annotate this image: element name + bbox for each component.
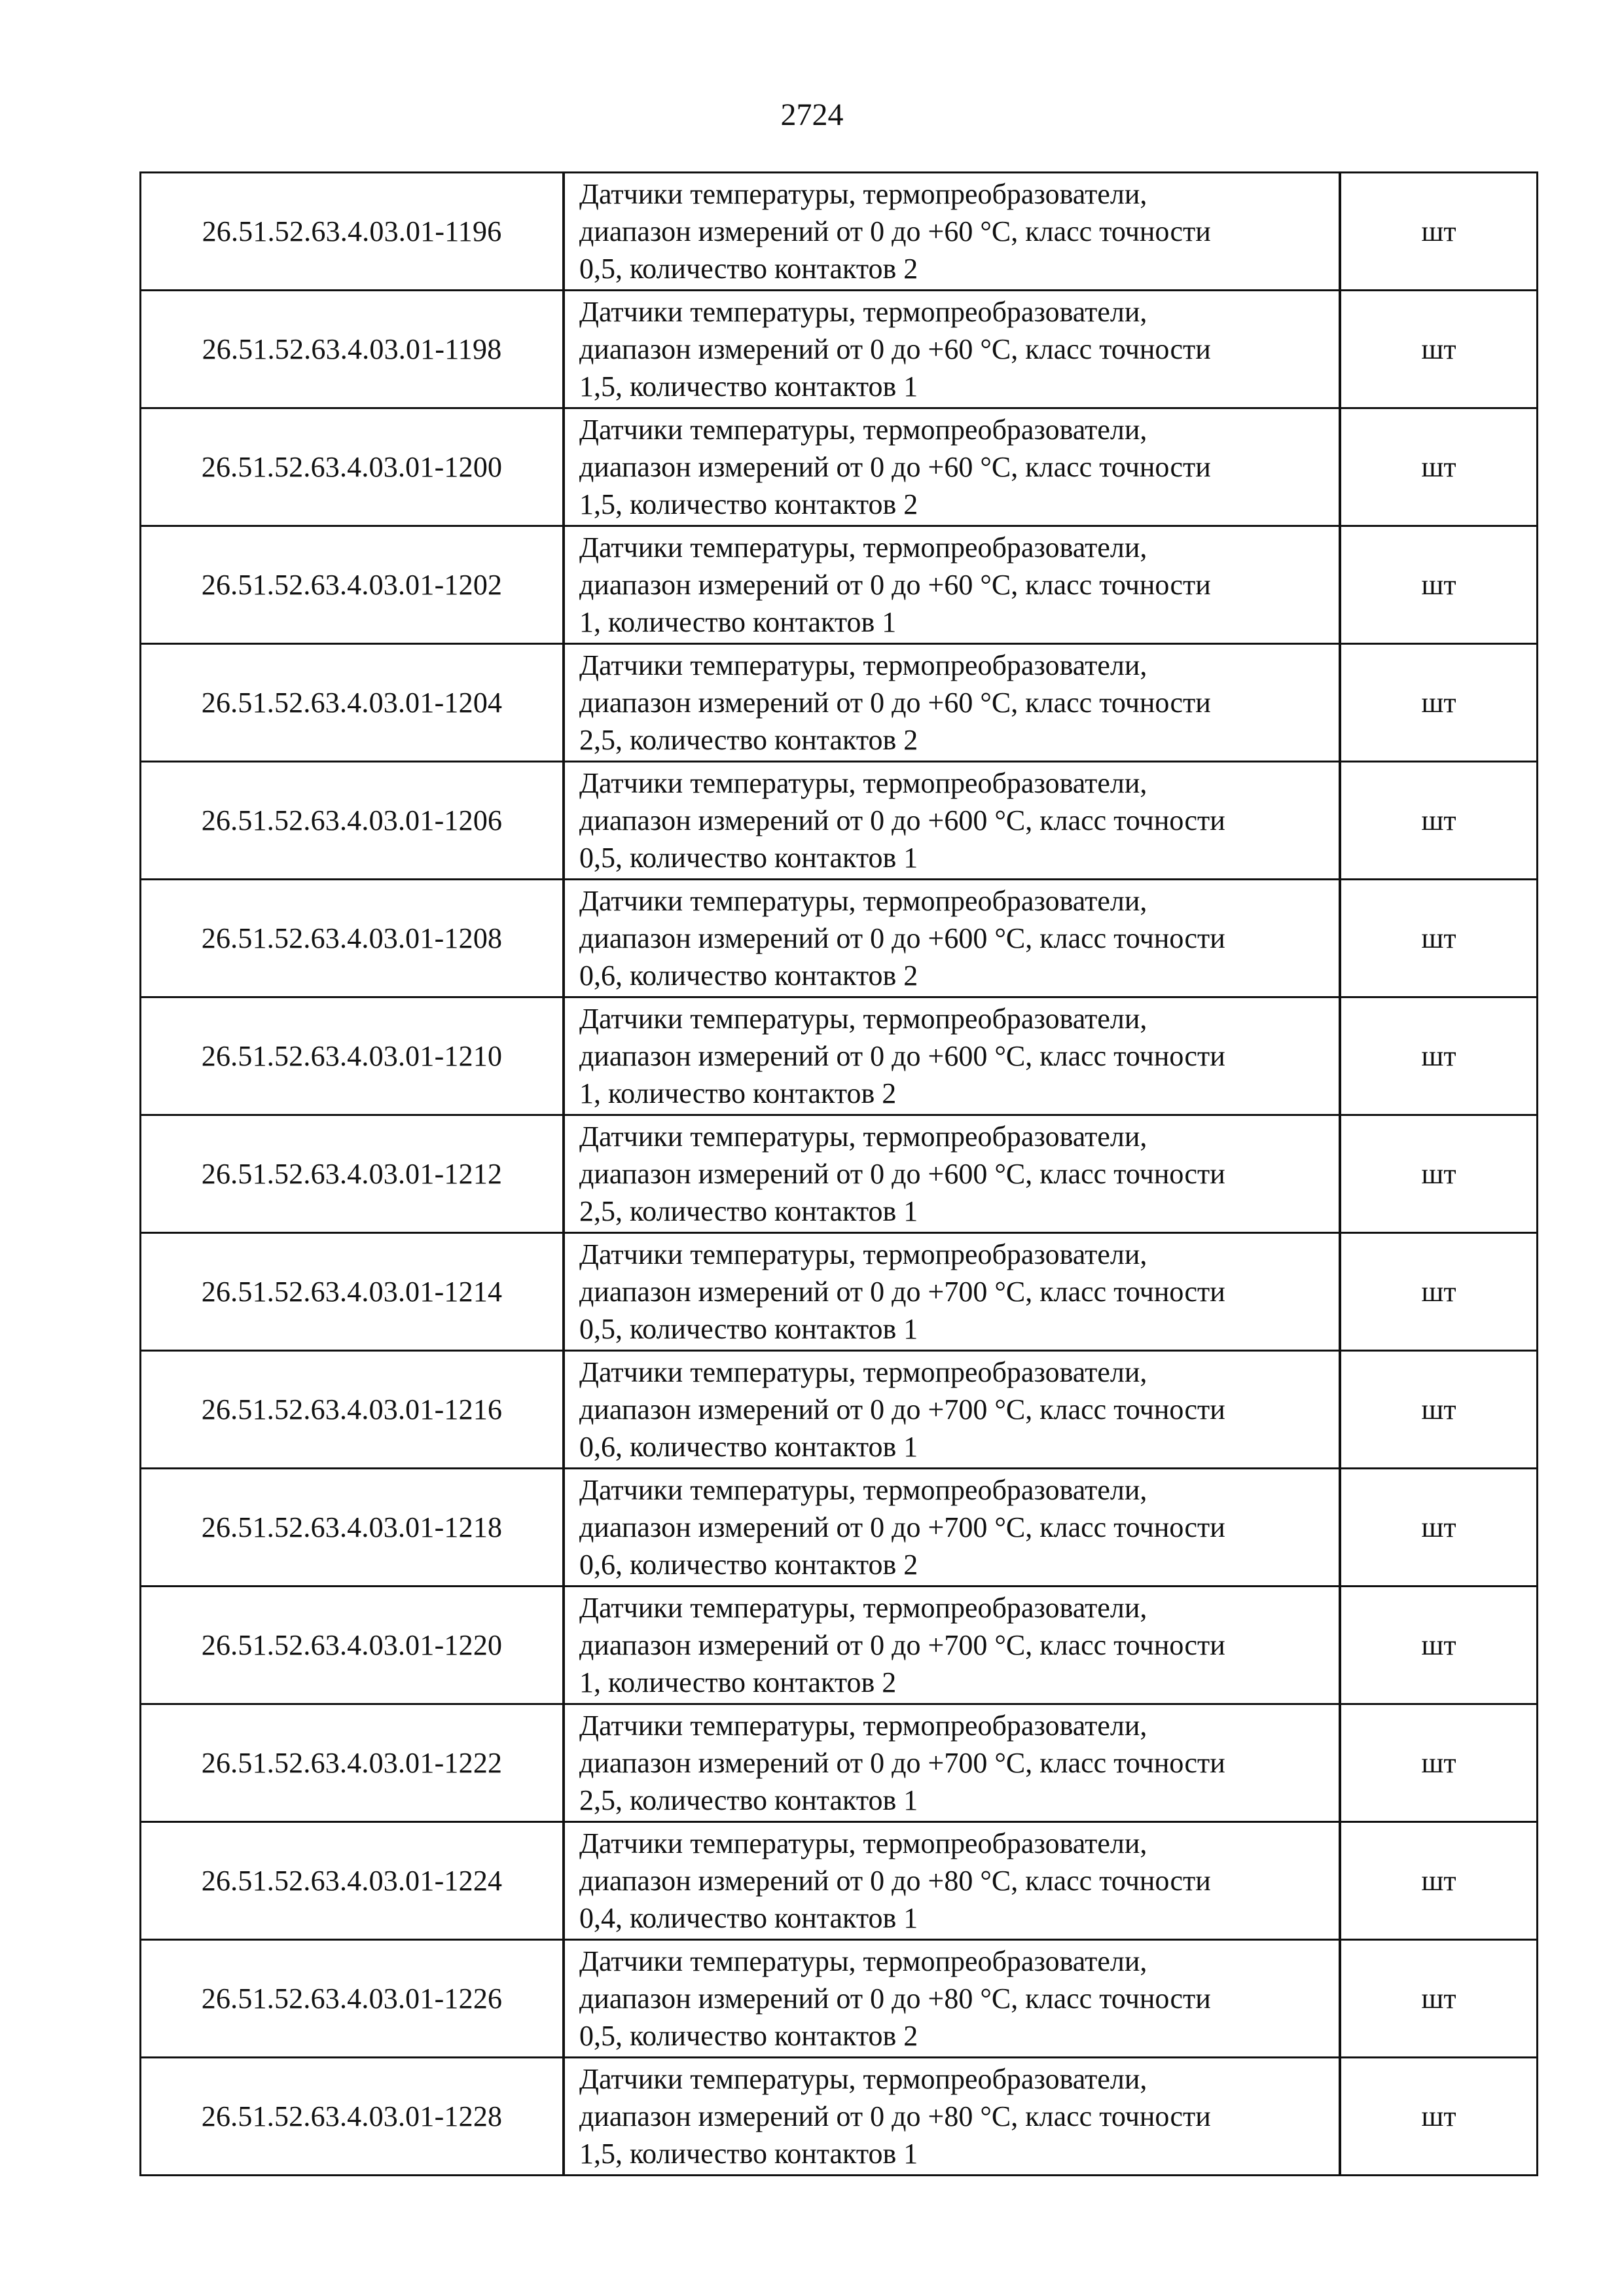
description-line: диапазон измерений от 0 до +60 °C, класс точности bbox=[579, 215, 1211, 247]
table-row bbox=[141, 291, 1536, 409]
unit-cell: шт bbox=[1421, 1982, 1456, 2015]
unit-cell: шт bbox=[1421, 215, 1456, 247]
description-line: 0,6, количество контактов 2 bbox=[579, 960, 918, 992]
description-cell bbox=[565, 1234, 1341, 1350]
description-line: Датчики температуры, термопреобразователи, bbox=[579, 2063, 1147, 2095]
code-cell: 26.51.52.63.4.03.01-1202 bbox=[141, 527, 565, 643]
unit-cell: шт bbox=[1421, 804, 1456, 836]
unit-cell: шт bbox=[1421, 922, 1456, 954]
description-line: Датчики температуры, термопреобразователи, bbox=[579, 1945, 1147, 1977]
description-line: диапазон измерений от 0 до +700 °C, класс точности bbox=[579, 1511, 1225, 1543]
description-line: Датчики температуры, термопреобразователи, bbox=[579, 531, 1147, 564]
description-cell bbox=[565, 1941, 1341, 2056]
table-row bbox=[141, 1705, 1536, 1823]
unit-cell: шт bbox=[1421, 1393, 1456, 1426]
unit-cell: шт bbox=[1421, 333, 1456, 365]
description-line: 0,4, количество контактов 1 bbox=[579, 1902, 918, 1934]
description-line: Датчики температуры, термопреобразователи, bbox=[579, 1003, 1147, 1035]
description-line: диапазон измерений от 0 до +80 °C, класс точности bbox=[579, 2100, 1211, 2132]
unit-cell: шт bbox=[1421, 687, 1456, 719]
description-line: 2,5, количество контактов 1 bbox=[579, 1784, 918, 1816]
table-row bbox=[141, 173, 1536, 291]
description-line: 1, количество контактов 2 bbox=[579, 1077, 897, 1109]
price-table bbox=[139, 171, 1538, 2176]
description-cell bbox=[565, 762, 1341, 878]
table-row bbox=[141, 1469, 1536, 1587]
description-line: диапазон измерений от 0 до +60 °C, класс точности bbox=[579, 569, 1211, 601]
code-cell: 26.51.52.63.4.03.01-1218 bbox=[141, 1469, 565, 1585]
description-line: диапазон измерений от 0 до +600 °C, класс точности bbox=[579, 804, 1225, 836]
table-row bbox=[141, 1587, 1536, 1705]
code-cell: 26.51.52.63.4.03.01-1212 bbox=[141, 1116, 565, 1232]
table-row bbox=[141, 527, 1536, 645]
description-line: диапазон измерений от 0 до +700 °C, класс точности bbox=[579, 1393, 1225, 1426]
table-row bbox=[141, 998, 1536, 1116]
code-cell: 26.51.52.63.4.03.01-1226 bbox=[141, 1941, 565, 2056]
description-cell bbox=[565, 1823, 1341, 1939]
description-cell bbox=[565, 1352, 1341, 1467]
description-cell bbox=[565, 645, 1341, 761]
description-line: Датчики температуры, термопреобразователи, bbox=[579, 178, 1147, 210]
description-cell bbox=[565, 2058, 1341, 2174]
code-cell: 26.51.52.63.4.03.01-1214 bbox=[141, 1234, 565, 1350]
description-line: диапазон измерений от 0 до +60 °C, класс точности bbox=[579, 687, 1211, 719]
description-line: диапазон измерений от 0 до +80 °C, класс точности bbox=[579, 1865, 1211, 1897]
description-line: диапазон измерений от 0 до +60 °C, класс точности bbox=[579, 451, 1211, 483]
code-cell: 26.51.52.63.4.03.01-1200 bbox=[141, 409, 565, 525]
unit-cell: шт bbox=[1421, 1747, 1456, 1779]
unit-cell: шт bbox=[1421, 451, 1456, 483]
table-row bbox=[141, 1352, 1536, 1469]
description-cell bbox=[565, 1116, 1341, 1232]
unit-cell: шт bbox=[1421, 1629, 1456, 1661]
code-cell: 26.51.52.63.4.03.01-1204 bbox=[141, 645, 565, 761]
description-line: 0,5, количество контактов 1 bbox=[579, 842, 918, 874]
code-cell: 26.51.52.63.4.03.01-1222 bbox=[141, 1705, 565, 1821]
code-cell: 26.51.52.63.4.03.01-1216 bbox=[141, 1352, 565, 1467]
description-line: Датчики температуры, термопреобразователи, bbox=[579, 885, 1147, 917]
description-line: Датчики температуры, термопреобразователи, bbox=[579, 1356, 1147, 1388]
description-line: диапазон измерений от 0 до +700 °C, класс точности bbox=[579, 1747, 1225, 1779]
description-line: Датчики температуры, термопреобразователи, bbox=[579, 296, 1147, 328]
table-row bbox=[141, 1234, 1536, 1352]
table-row bbox=[141, 645, 1536, 762]
description-line: Датчики температуры, термопреобразователи, bbox=[579, 1474, 1147, 1506]
description-line: Датчики температуры, термопреобразователи, bbox=[579, 414, 1147, 446]
description-line: Датчики температуры, термопреобразователи, bbox=[579, 767, 1147, 799]
table-row bbox=[141, 1116, 1536, 1234]
table-row bbox=[141, 2058, 1536, 2176]
description-cell bbox=[565, 527, 1341, 643]
table-row bbox=[141, 880, 1536, 998]
description-cell bbox=[565, 880, 1341, 996]
description-line: 2,5, количество контактов 1 bbox=[579, 1195, 918, 1227]
code-cell: 26.51.52.63.4.03.01-1228 bbox=[141, 2058, 565, 2174]
unit-cell: шт bbox=[1421, 1158, 1456, 1190]
table-row bbox=[141, 1941, 1536, 2058]
description-line: 0,6, количество контактов 2 bbox=[579, 1549, 918, 1581]
unit-cell: шт bbox=[1421, 1511, 1456, 1543]
description-line: Датчики температуры, термопреобразователи, bbox=[579, 1592, 1147, 1624]
code-cell: 26.51.52.63.4.03.01-1224 bbox=[141, 1823, 565, 1939]
code-cell: 26.51.52.63.4.03.01-1198 bbox=[141, 291, 565, 407]
description-line: диапазон измерений от 0 до +600 °C, класс точности bbox=[579, 1040, 1225, 1072]
code-cell: 26.51.52.63.4.03.01-1210 bbox=[141, 998, 565, 1114]
description-cell bbox=[565, 998, 1341, 1114]
description-line: диапазон измерений от 0 до +600 °C, класс точности bbox=[579, 1158, 1225, 1190]
table-row bbox=[141, 1823, 1536, 1941]
description-line: диапазон измерений от 0 до +60 °C, класс точности bbox=[579, 333, 1211, 365]
description-line: диапазон измерений от 0 до +80 °C, класс точности bbox=[579, 1982, 1211, 2015]
description-line: Датчики температуры, термопреобразователи, bbox=[579, 649, 1147, 681]
unit-cell: шт bbox=[1421, 1040, 1456, 1072]
description-line: Датчики температуры, термопреобразователи, bbox=[579, 1827, 1147, 1859]
code-cell: 26.51.52.63.4.03.01-1220 bbox=[141, 1587, 565, 1703]
description-line: Датчики температуры, термопреобразователи, bbox=[579, 1238, 1147, 1270]
code-cell: 26.51.52.63.4.03.01-1196 bbox=[141, 173, 565, 289]
description-line: 1, количество контактов 1 bbox=[579, 606, 897, 638]
description-line: 1,5, количество контактов 1 bbox=[579, 370, 918, 403]
table-row bbox=[141, 409, 1536, 527]
description-cell bbox=[565, 1705, 1341, 1821]
description-line: диапазон измерений от 0 до +700 °C, класс точности bbox=[579, 1629, 1225, 1661]
description-line: 0,5, количество контактов 2 bbox=[579, 253, 918, 285]
description-line: 0,5, количество контактов 2 bbox=[579, 2020, 918, 2052]
description-line: 1, количество контактов 2 bbox=[579, 1666, 897, 1698]
description-line: диапазон измерений от 0 до +700 °C, класс точности bbox=[579, 1276, 1225, 1308]
unit-cell: шт bbox=[1421, 1276, 1456, 1308]
description-line: диапазон измерений от 0 до +600 °C, класс точности bbox=[579, 922, 1225, 954]
description-cell bbox=[565, 1587, 1341, 1703]
description-cell bbox=[565, 173, 1341, 289]
description-cell bbox=[565, 291, 1341, 407]
description-line: 2,5, количество контактов 2 bbox=[579, 724, 918, 756]
code-cell: 26.51.52.63.4.03.01-1206 bbox=[141, 762, 565, 878]
description-cell bbox=[565, 1469, 1341, 1585]
description-line: 0,6, количество контактов 1 bbox=[579, 1431, 918, 1463]
unit-cell: шт bbox=[1421, 2100, 1456, 2132]
description-line: Датчики температуры, термопреобразователи, bbox=[579, 1710, 1147, 1742]
description-line: 1,5, количество контактов 1 bbox=[579, 2138, 918, 2170]
page-number: 2724 bbox=[780, 98, 844, 132]
code-cell: 26.51.52.63.4.03.01-1208 bbox=[141, 880, 565, 996]
table-row bbox=[141, 762, 1536, 880]
unit-cell: шт bbox=[1421, 1865, 1456, 1897]
description-cell bbox=[565, 409, 1341, 525]
description-line: 1,5, количество контактов 2 bbox=[579, 488, 918, 520]
description-line: Датчики температуры, термопреобразователи, bbox=[579, 1121, 1147, 1153]
unit-cell: шт bbox=[1421, 569, 1456, 601]
description-line: 0,5, количество контактов 1 bbox=[579, 1313, 918, 1345]
